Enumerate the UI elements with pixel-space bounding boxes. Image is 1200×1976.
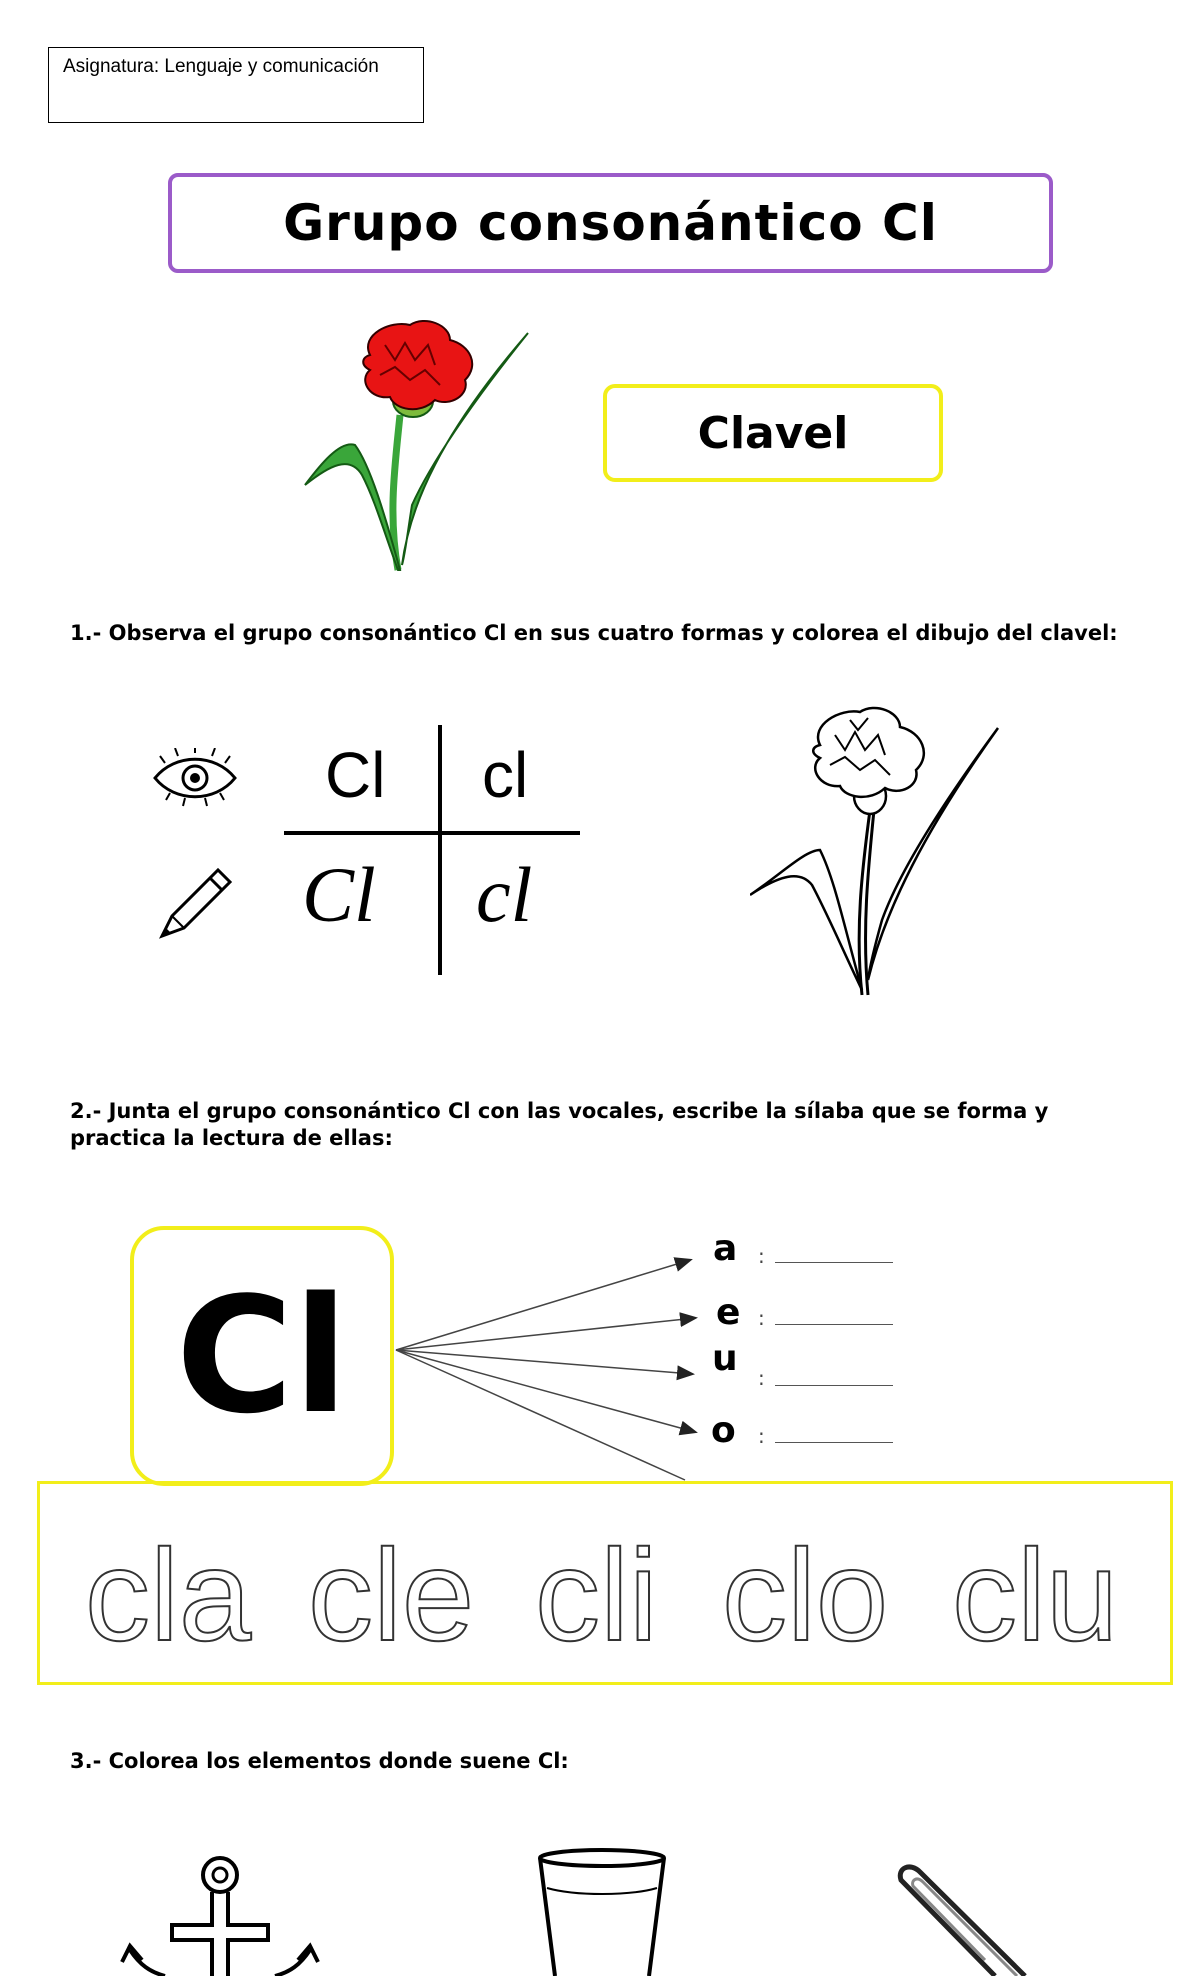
answer-line-e[interactable] — [775, 1324, 893, 1325]
trace-syllable: clo — [722, 1522, 889, 1668]
separator-e: : — [758, 1306, 765, 1330]
trace-syllable: cla — [85, 1522, 252, 1668]
vowel-o: o — [711, 1410, 736, 1451]
consonant-group-card — [130, 1226, 394, 1486]
trace-syllable: cli — [535, 1522, 658, 1668]
print-lowercase-cl: cl — [482, 739, 529, 811]
answer-line-u[interactable] — [775, 1385, 893, 1386]
eye-icon — [150, 748, 240, 808]
outline-carnation-illustration — [750, 700, 1010, 1000]
vowel-e: e — [716, 1292, 741, 1333]
instruction-2: 2.- Junta el grupo consonántico Cl con las vocales, escribe la sílaba que se forma y practica la lectura de ellas: — [70, 1099, 1049, 1150]
colored-carnation-illustration — [300, 315, 540, 575]
arrow-a — [396, 1260, 690, 1350]
consonant-group-text: Cl — [175, 1262, 349, 1449]
separator-o: : — [758, 1424, 765, 1448]
cursive-uppercase-cl: Cl — [302, 851, 376, 938]
pencil-icon — [154, 860, 238, 944]
glass-illustration[interactable] — [535, 1848, 670, 1976]
anchor-illustration[interactable] — [120, 1850, 320, 1976]
trace-syllable: clu — [952, 1522, 1119, 1668]
paperclip-illustration[interactable] — [885, 1850, 1035, 1976]
trace-syllable: cle — [308, 1522, 475, 1668]
instruction-1: 1.- Observa el grupo consonántico Cl en sus cuatro formas y colorea el dibujo del clavel: — [70, 621, 1118, 645]
page-title — [168, 173, 1053, 273]
answer-line-a[interactable] — [775, 1262, 893, 1263]
page-title-text: Grupo consonántico Cl — [283, 194, 938, 252]
answer-line-o[interactable] — [775, 1442, 893, 1443]
word-card — [603, 384, 943, 482]
vowel-a: a — [713, 1228, 738, 1269]
subject-label: Asignatura: Lenguaje y comunicación — [63, 56, 379, 77]
separator-a: : — [758, 1244, 765, 1268]
arrows-diagram — [390, 1240, 710, 1500]
arrow-e — [396, 1318, 695, 1350]
word-card-text: Clavel — [697, 407, 849, 459]
vowel-u: u — [712, 1338, 738, 1379]
cursive-lowercase-cl: cl — [476, 851, 533, 938]
print-uppercase-cl: Cl — [325, 739, 386, 811]
subject-box — [48, 47, 424, 123]
instruction-3: 3.- Colorea los elementos donde suene Cl: — [70, 1749, 569, 1773]
separator-u: : — [758, 1366, 765, 1390]
